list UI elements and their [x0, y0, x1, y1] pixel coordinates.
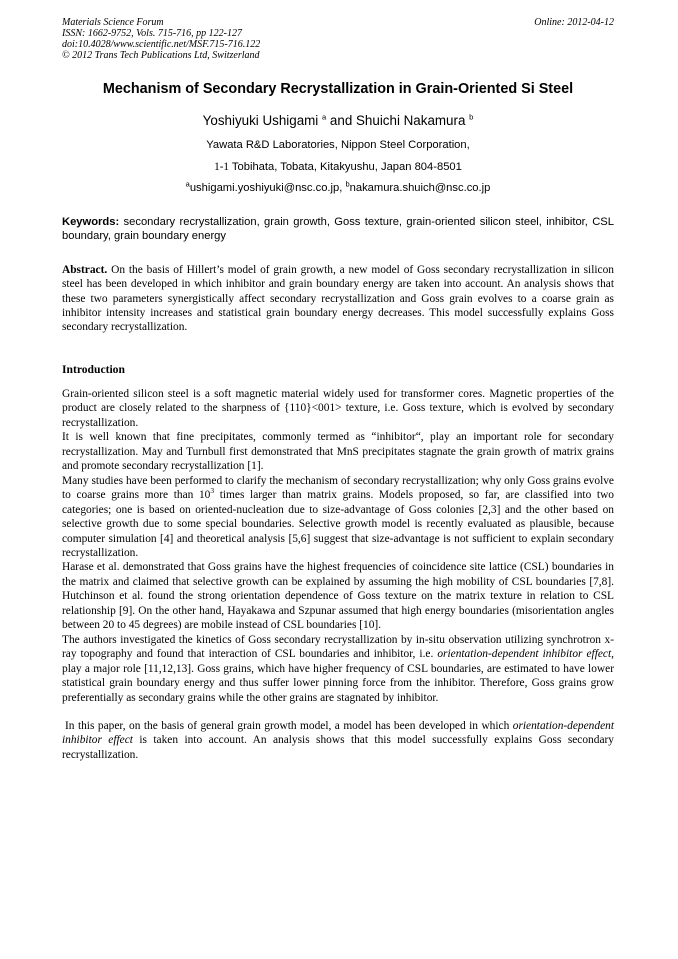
email-b: nakamura.shuich@nsc.co.jp: [349, 182, 491, 194]
intro-p6-text-a: In this paper, on the basis of general grain growth model, a model has been developed in which: [65, 719, 513, 732]
affiliation-line-2: [62, 160, 614, 174]
issn-line: ISSN: 1662-9752, Vols. 715-716, pp 122-127: [62, 28, 242, 39]
copyright-line: © 2012 Trans Tech Publications Ltd, Switzerland: [62, 50, 260, 61]
author-2-affil-mark: b: [469, 112, 474, 122]
intro-paragraph-3: [62, 474, 614, 561]
introduction-heading: Introduction: [62, 363, 125, 376]
abstract-label: Abstract.: [62, 264, 108, 276]
author-conjunction: and: [326, 113, 356, 128]
author-2: Shuichi Nakamura: [356, 113, 466, 128]
intro-paragraph-6: [62, 719, 614, 762]
keywords-label: Keywords:: [62, 216, 120, 228]
abstract-section: [62, 263, 614, 334]
intro-paragraph-5: [62, 633, 614, 705]
intro-p3-text-b: times larger than matrix grains. Models proposed, so far, are classified into two categories; one is based on oriented-nucleation due to size-advantage of Goss colonies [2,3] and the other based on selective growth due to some special boundaries. Selective growth model is recently evaluated as plausible, because computer simulation [4] and theoretical analysis [5,6] suggest that size-advantage is not sufficient to explain secondary recrystallization.: [62, 489, 614, 559]
author-1-affil-mark: a: [322, 112, 327, 122]
author-1: Yoshiyuki Ushigami: [202, 113, 319, 128]
online-date: Online: 2012-04-12: [534, 17, 614, 28]
address-text: Tobihata, Tobata, Kitakyushu, Japan 804-8501: [229, 161, 462, 173]
intro-p5-text-a: The authors investigated the kinetics of Goss secondary recrystallization by in-situ observation utilizing synchrotron x-ray topography and found that interaction of CSL boundaries and inhibitor, i.e.: [62, 633, 614, 661]
introduction-body: [62, 387, 614, 762]
intro-p6-italic: orientation-dependent inhibitor effect: [62, 719, 614, 747]
intro-p3-text-a: Many studies have been performed to clarify the mechanism of secondary recrystallization; why only Goss grains evolve to coarse grains more than 10: [62, 474, 614, 502]
intro-paragraph-1: Grain-oriented silicon steel is a soft magnetic material widely used for transformer cores. Magnetic properties of the product are closely related to the sharpness of {110}<001> texture, i.e. Goss texture, which is evolved by secondary recrystallization.: [62, 388, 614, 429]
author-line: [62, 113, 614, 129]
abstract-text: On the basis of Hillert’s model of grain growth, a new model of Goss secondary recrystallization in silicon steel has been developed in which inhibitor and grain boundary energy are taken into account. An analysis shows that these two parameters synergistically affect secondary recrystallization and Goss grain evolves to a coarse grain as inhibitor intensity increases and statistical grain boundary energy decreases. This model successfully explains Goss secondary recrystallization.: [62, 264, 614, 334]
intro-p5-text-b: , play a major role [11,12,13]. Goss grains, which have higher frequency of CSL boundaries, are estimated to have lower statistical grain boundary energy and thus suffer lower pinning force from the inhibitor. Therefore, Goss grains grow preferentially as secondary grains while the other grains are stagnated by inhibitor.: [62, 648, 614, 704]
email-line: [62, 181, 614, 195]
intro-p6-text-b: is taken into account. An analysis shows that this model successfully explains Goss secondary recrystallization.: [62, 734, 614, 761]
email-mark-a: a: [185, 179, 190, 189]
keywords-text: secondary recrystallization, grain growth, Goss texture, grain-oriented silicon steel, inhibitor, CSL boundary, grain boundary energy: [62, 216, 614, 242]
intro-p5-italic: orientation-dependent inhibitor effect: [437, 648, 612, 661]
affiliation-line-1: Yawata R&D Laboratories, Nippon Steel Corporation,: [206, 139, 470, 151]
journal-name: Materials Science Forum: [62, 17, 164, 28]
intro-paragraph-4: Harase et al. demonstrated that Goss grains have the highest frequencies of coincidence site lattice (CSL) boundaries in the matrix and claimed that selective growth can be explained by assuming the high mobility of CSL boundaries [7,8]. Hutchinson et al. found the strong orientation dependence of Goss texture on the matrix texture in relation to CSL relationship [9]. On the other hand, Hayakawa and Szpunar assumed that high energy boundaries (misorientation angles between 20 to 45 degrees) are mobile instead of CSL boundaries [10].: [62, 561, 614, 632]
address-number: 1-1: [214, 161, 230, 173]
email-mark-b: b: [345, 179, 350, 189]
email-a: ushigami.yoshiyuki@nsc.co.jp,: [189, 182, 346, 194]
paper-title: Mechanism of Secondary Recrystallization in Grain-Oriented Si Steel: [102, 81, 574, 97]
doi-line: doi:10.4028/www.scientific.net/MSF.715-716.122: [62, 39, 261, 50]
exponent: 3: [210, 486, 215, 496]
keywords-section: [62, 215, 614, 243]
intro-paragraph-2: It is well known that fine precipitates, commonly termed as “inhibitor“, play an important role for secondary recrystallization. May and Turnbull first demonstrated that MnS precipitates stagnate the grain growth of matrix grains and promote secondary recrystallization [1].: [62, 431, 614, 473]
journal-header: [62, 17, 260, 61]
